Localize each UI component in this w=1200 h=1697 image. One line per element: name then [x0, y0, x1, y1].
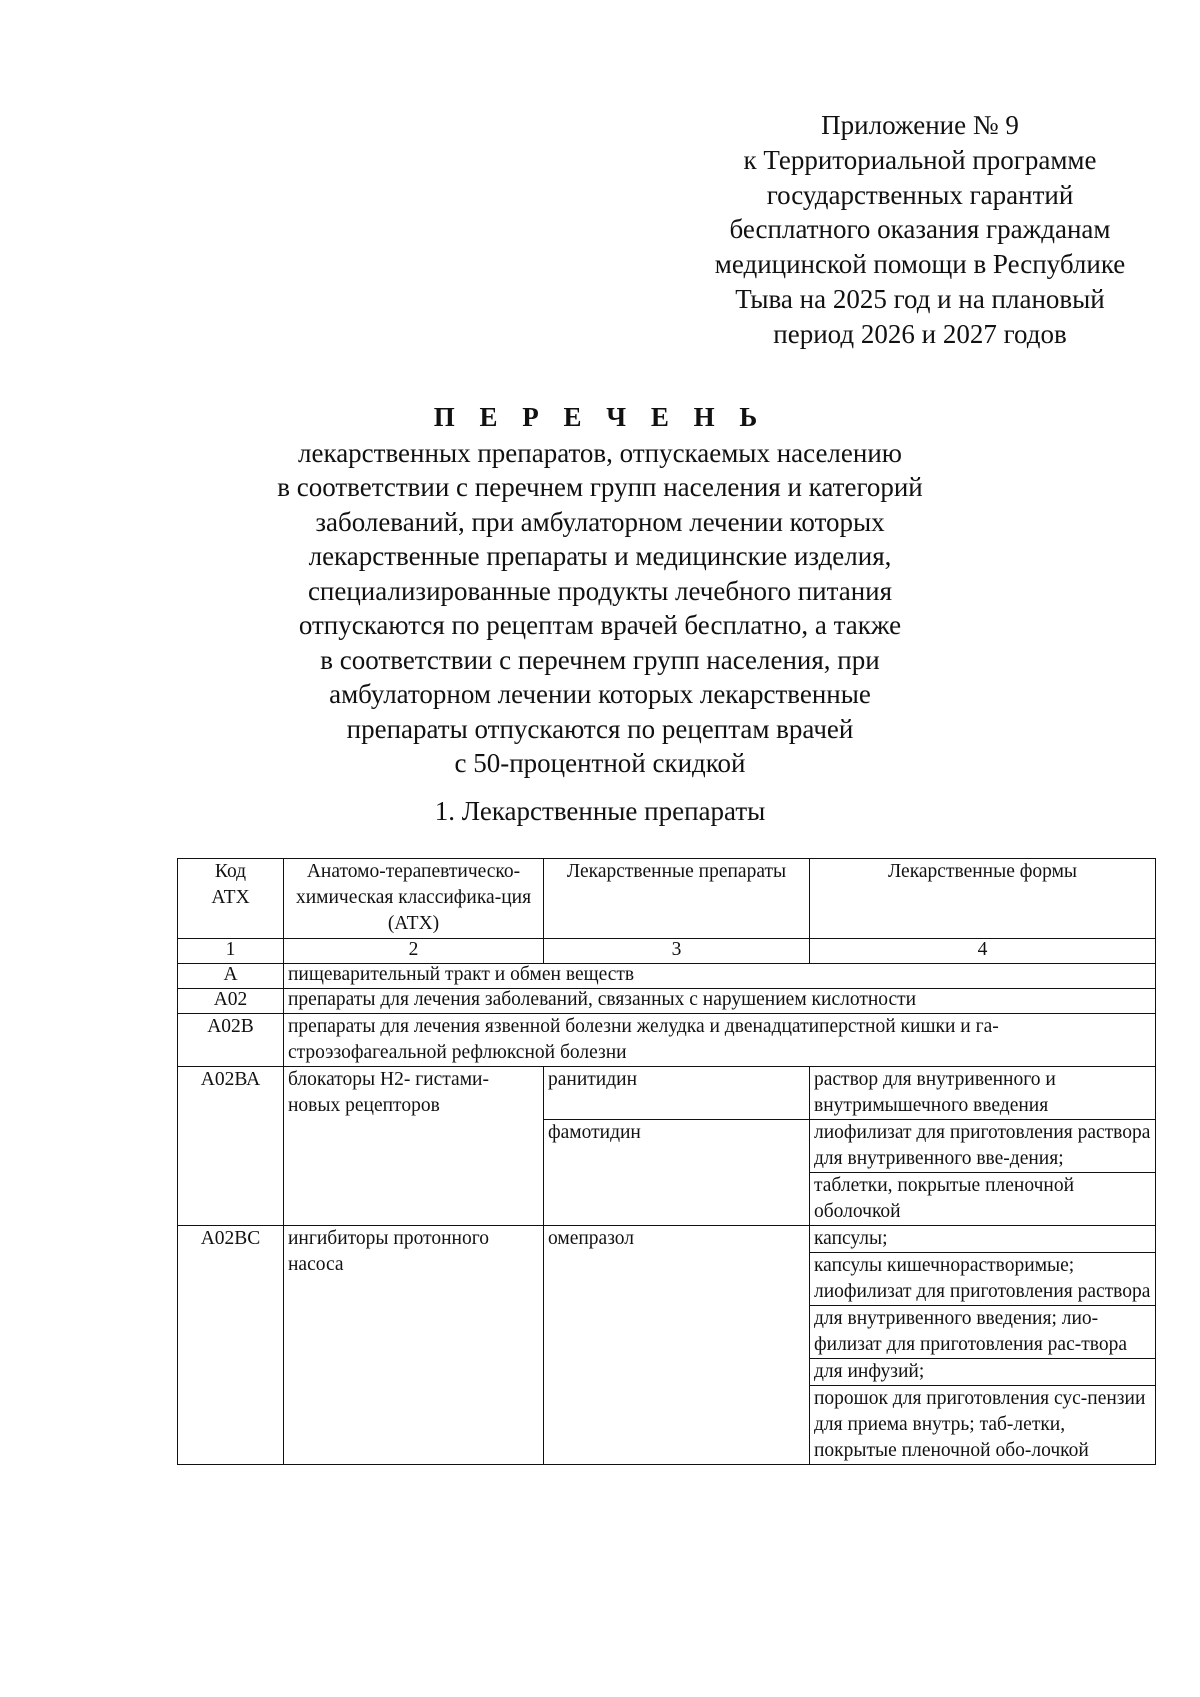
atx-group-name: препараты для лечения язвенной болезни желудка и двенадцатиперстной кишки и га-строэзофагеальной рефлюксной болезни [284, 1014, 1156, 1067]
drug-form: для внутривенного введения; лио-филизат для приготовления рас-твора [810, 1306, 1156, 1359]
column-number: 3 [544, 939, 810, 964]
drug-name: ранитидин [544, 1067, 810, 1120]
appendix-block [690, 108, 1150, 352]
table-row [178, 964, 1156, 989]
header-atx-code-line2: АТХ [211, 887, 250, 908]
table-header-row [178, 859, 1156, 939]
drug-name: фамотидин [544, 1120, 810, 1226]
section-heading: 1. Лекарственные препараты [434, 796, 766, 826]
drug-form: капсулы; [810, 1226, 1156, 1253]
drug-form: лиофилизат для приготовления раствора для внутривенного вве-дения; [810, 1120, 1156, 1173]
appendix-line: к Территориальной программе [743, 144, 1097, 175]
appendix-line: период 2026 и 2027 годов [773, 318, 1067, 349]
atx-group-name: препараты для лечения заболеваний, связанных с нарушением кислотности [284, 989, 1156, 1014]
atx-group-name: пищеварительный тракт и обмен веществ [284, 964, 1156, 989]
drug-table [177, 858, 1156, 1465]
atx-class: ингибиторы протонного насоса [284, 1226, 544, 1465]
document-title [260, 400, 940, 781]
drug-form: раствор для внутривенного и внутримышечного введения [810, 1067, 1156, 1120]
column-number-row [178, 939, 1156, 964]
header-forms: Лекарственные формы [810, 859, 1156, 939]
drug-form: для инфузий; [810, 1359, 1156, 1386]
title-line: в соответствии с перечнем групп населения и категорий [277, 472, 923, 502]
table-row [178, 989, 1156, 1014]
appendix-line: медицинской помощи в Республике [714, 249, 1126, 280]
title-line: препараты отпускаются по рецептам врачей [346, 713, 854, 744]
atx-code: А02 [178, 989, 284, 1014]
header-atx-classification: Анатомо-терапевтическо-химическая классифика-ция (АТХ) [284, 859, 544, 939]
atx-code: А [178, 964, 284, 989]
title-line: лекарственных препаратов, отпускаемых населению [298, 437, 902, 468]
title-line: отпускаются по рецептам врачей бесплатно, а также [298, 610, 902, 640]
table-row [178, 1067, 1156, 1120]
drug-form: капсулы кишечнорастворимые; лиофилизат для приготовления раствора [810, 1253, 1156, 1306]
title-line: амбулаторном лечении которых лекарственные [329, 679, 871, 709]
title-word: П Е Р Е Ч Е Н Ь [433, 402, 767, 432]
title-line: с 50-процентной скидкой [454, 748, 746, 778]
title-line: лекарственные препараты и медицинские изделия, [308, 541, 892, 571]
appendix-line: бесплатного оказания гражданам [729, 214, 1111, 245]
appendix-line: государственных гарантий [766, 179, 1074, 210]
table-row [178, 1226, 1156, 1253]
atx-class: блокаторы Н2- гистами-новых рецепторов [284, 1067, 544, 1226]
header-drugs: Лекарственные препараты [544, 859, 810, 939]
title-line: специализированные продукты лечебного питания [307, 575, 893, 606]
title-line: в соответствии с перечнем групп населения, при [320, 644, 880, 675]
appendix-line: Тыва на 2025 год и на плановый [735, 283, 1105, 314]
column-number: 2 [284, 939, 544, 964]
drug-form: порошок для приготовления сус-пензии для приема внутрь; таб-летки, покрытые пленочной обо-лочкой [810, 1386, 1156, 1465]
atx-code: А02В [178, 1014, 284, 1067]
header-atx-code [178, 859, 284, 939]
header-atx-code-line1: Код [214, 861, 247, 882]
atx-code: А02ВС [178, 1226, 284, 1465]
column-number: 4 [810, 939, 1156, 964]
atx-code: А02ВА [178, 1067, 284, 1226]
drug-form: таблетки, покрытые пленочной оболочкой [810, 1173, 1156, 1226]
appendix-line: Приложение № 9 [821, 110, 1019, 140]
drug-name: омепразол [544, 1226, 810, 1465]
column-number: 1 [178, 939, 284, 964]
table-row [178, 1014, 1156, 1067]
title-line: заболеваний, при амбулаторном лечении которых [315, 506, 885, 537]
